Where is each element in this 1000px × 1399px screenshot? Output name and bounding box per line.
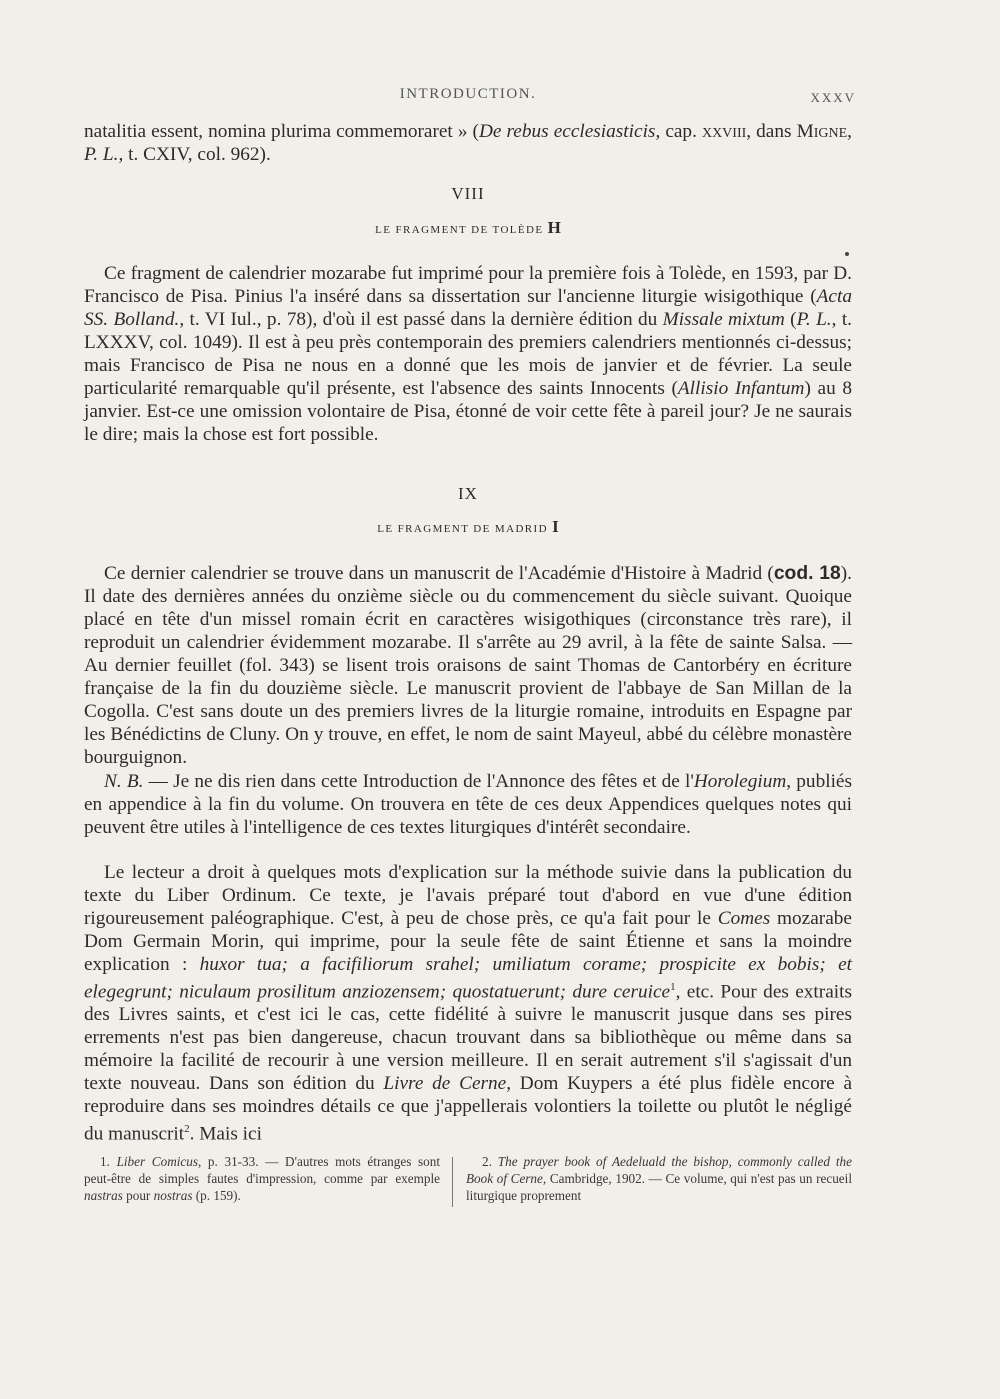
paragraph-madrid: Ce dernier calendrier se trouve dans un manuscrit de l'Académie d'Histoire à Madrid (cod. 18). Il date des dernières années du onzième siècle ou du commencement du siècle suivant. Quoique placé en tête d'un missel romain écrit en caractères wisigothiques (circonstance très rare), il reproduit un calendrier évidemment mozarabe. Il s'arrête au 29 avril, à la fête de sainte Salsa. — Au dernier feuillet (fol. 343) se lisent trois oraisons de saint Thomas de Cantorbéry en écriture française de la fin du douzième siècle. Le manuscrit provient de l'abbaye de San Millan de la Cogolla. C'est sans doute un des premiers livres de la liturgie romaine, introduits en Espagne par les Bénédictins de Cluny. On y trouve, en effet, le nom de saint Mayeul, abbé du célèbre monastère bourguignon. (84, 563, 852, 768)
footnote-ref-1: 1 (670, 981, 676, 993)
footnote-1: 1. Liber Comicus, p. 31-33. — D'autres mots étranges sont peut-être de simples fautes d'impression, comme par exemple nastras pour nostras (p. 159). (84, 1154, 441, 1203)
footnote-2: 2. The prayer book of Aedeluald the bishop, commonly called the Book of Cerne, Cambridge, 1902. — Ce volume, qui n'est pas un recueil liturgique proprement (466, 1154, 853, 1203)
footnote-ref-2: 2 (184, 1123, 190, 1136)
ink-speck (845, 252, 849, 256)
paragraph-tolede: Ce fragment de calendrier mozarabe fut imprimé pour la première fois à Tolède, en 1593, par D. Francisco de Pisa. Pinius l'a inséré dans sa dissertation sur l'ancienne liturgie wisigothique (Acta SS. Bolland., t. VI Iul., p. 78), d'où il est passé dans la dernière édition du Missale mixtum (P. L., t. LXXXV, col. 1049). Il est à peu près contemporain des premiers calendriers mentionnés ci-dessus; mais Francisco de Pisa ne nous en a donné que les mois de janvier et de février. La seule particularité remarquable qu'il présente, est l'absence des saints Innocents (Allisio Infantum) au 8 janvier. Est-ce une omission volontaire de Pisa, étonné de voir cette fête à pareil jour? Je ne saurais le dire; mais la chose est fort possible. (84, 263, 853, 445)
section-title-tolede: LE FRAGMENT DE TOLÈDE H (375, 218, 561, 237)
section-title-madrid: LE FRAGMENT DE MADRID I (377, 517, 559, 536)
paragraph-method: Le lecteur a droit à quelques mots d'explication sur la méthode suivie dans la publication du texte du Liber Ordinum. Ce texte, je l'avais préparé tout d'abord en vue d'une édition rigoureusement paléographique. C'est, à peu de chose près, ce qu'a fait pour le Comes mozarabe Dom Germain Morin, qui imprime, pour la seule fête de saint Étienne et sans la moindre explication : huxor tua; a facifiliorum srahel; umiliatum corame; prospicite ex bobis; et elegegrunt; niculaum prosilitum anziozensem; quostatuerunt; dure ceruice$^1$, etc. Pour des extraits des Livres saints, et c'est ici le cas, cette fidélité à suivre le manuscrit jusque dans ses pires errements n'est pas bien dangereuse, chacun trouvant dans sa bibliothèque ou même dans sa mémoire la facilité de recourir à une version meilleure. Il en serait autrement s'il s'agissait d'un texte nouveau. Dans son édition du Livre de Cerne, Dom Kuypers a été plus fidèle encore à reproduire dans ses moindres détails ce que j'appellerais volontiers la toilette ou plutôt le négligé du manuscrit$^2$. Mais ici (84, 862, 853, 1145)
footnote-divider (452, 1157, 453, 1207)
running-title: INTRODUCTION. (399, 86, 537, 102)
page-number: XXXV (810, 90, 856, 105)
siglum-i: I (552, 517, 559, 536)
page-header (84, 86, 856, 106)
siglum-h: H (547, 218, 561, 237)
section-number-ix: IX (458, 484, 478, 503)
paragraph-nota-bene: N. B. — Je ne dis rien dans cette Introduction de l'Annonce des fêtes et de l'Horolegium, publiés en appendice à la fin du volume. On trouvera en tête de ces deux Appendices quelques notes qui peuvent être utiles à l'intelligence de ces textes liturgiques d'intérêt secondaire. (84, 771, 852, 838)
section-number-viii: VIII (451, 184, 485, 203)
paragraph-continuation: natalitia essent, nomina plurima commemoraret » (De rebus ecclesiasticis, cap. xxviii, dans Migne, P. L., t. CXIV, col. 962). (84, 121, 852, 165)
